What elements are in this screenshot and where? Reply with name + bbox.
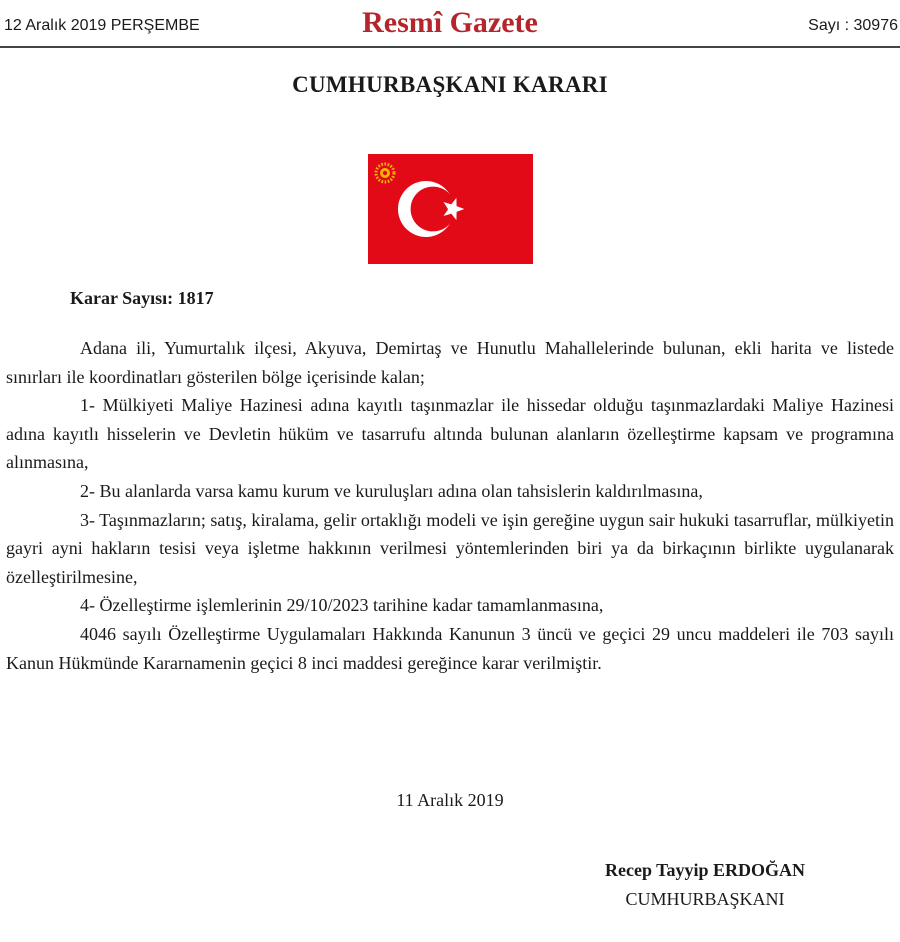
paragraph-item-4: 4- Özelleştirme işlemlerinin 29/10/2023 tarihine kadar tamamlanmasına,: [80, 595, 604, 616]
publication-date: 12 Aralık 2019 PERŞEMBE: [4, 17, 200, 34]
paragraph-item-1: 1- Mülkiyeti Maliye Hazinesi adına kayıtlı taşınmazlar ile hissedar olduğu taşınmazlardaki Maliye Hazinesi adına kayıtlı hisselerin ve Devletin hüküm ve tasarrufu altında bulunan alanların özelleştirme kapsam ve programına alınmasına,: [6, 395, 894, 473]
paragraph-intro: Adana ili, Yumurtalık ilçesi, Akyuva, Demirtaş ve Hunutlu Mahallelerinde bulunan, ekli harita ve listede sınırları ile koordinatları gösterilen bölge içerisinde kalan;: [6, 338, 894, 387]
signature-date: 11 Aralık 2019: [396, 790, 504, 810]
decision-number: Karar Sayısı: 1817: [70, 288, 214, 308]
issue-number: Sayı : 30976: [808, 17, 898, 34]
paragraph-legal-basis: 4046 sayılı Özelleştirme Uygulamaları Hakkında Kanunun 3 üncü ve geçici 29 uncu maddeleri ile 703 sayılı Kanun Hükmünde Kararnamenin geçici 8 inci maddesi gereğince karar verilmiştir.: [6, 623, 894, 673]
paragraph-item-2: 2- Bu alanlarda varsa kamu kurum ve kuruluşları adına olan tahsislerin kaldırılmasına,: [80, 480, 703, 501]
turkish-flag: [368, 154, 533, 264]
paragraph-item-3: 3- Taşınmazların; satış, kiralama, gelir ortaklığı modeli ve işin gereğine uygun sair hukuki tasarruflar, mülkiyetin gayri ayni hakların tesisi veya işletme hakkının verilmesi yöntemlerinden biri ya da birkaçının birlikte uygulanarak özelleştirilmesine,: [6, 509, 894, 587]
signer-name: Recep Tayyip ERDOĞAN: [604, 860, 806, 880]
signature-block: [540, 860, 870, 910]
gazette-header: [0, 0, 900, 48]
signer-title: CUMHURBAŞKANI: [625, 889, 785, 909]
document-title: CUMHURBAŞKANI KARARI: [292, 72, 608, 97]
publication-title: Resmî Gazete: [362, 6, 538, 39]
decision-body: [6, 334, 894, 677]
header-divider: [0, 46, 900, 48]
